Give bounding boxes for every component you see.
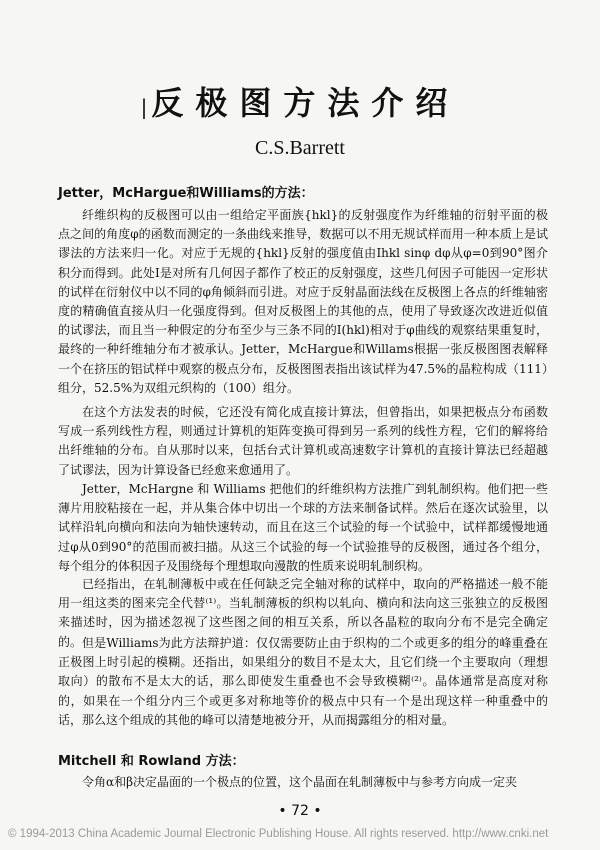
page-number: • 72 • <box>278 803 322 819</box>
title-margin-mark: | <box>140 95 148 119</box>
paragraph-5: 但是Williams为此方法辩护道：仅仅需要防止由于织构的二个或更多的组分的峰重叠在正极图上时引起的模糊。还指出，如果组分的数目不是太大，且它们绕一个主要取向（理想取向）的散布不是太大的话，那么即使发生重叠也不会导致模糊⁽²⁾。晶体通常是高度对称的，如果在一个组分内三个或更多对称地等价的极点中只有一个是出现这样一种重叠中的话，那么这个组成的其他的峰可以清楚地被分开，从而揭露组分的相对量。 <box>58 636 548 727</box>
paragraph-6: 令角α和β决定晶面的一个极点的位置，这个晶面在轧制薄板中与参考方向成一定夹 <box>82 775 518 789</box>
title-text: 反极图方法介绍 <box>151 84 460 122</box>
article-title <box>0 78 600 124</box>
author-name: C.S.Barrett <box>255 137 345 159</box>
copyright-footer: © 1994-2013 China Academic Journal Electronic Publishing House. All rights reserved. http://www.cnki.net <box>8 828 549 840</box>
paragraph-2: 在这个方法发表的时候，它还没有简化成直接计算法，但曾指出，如果把极点分布函数写成一系列线性方程，则通过计算机的矩阵变换可得到另一系列的线性方程，它们的解将给出纤维轴的分布。自从那时以来，包括台式计算机或高速数字计算机的直接计算法已经超越了试谬法，因为计算设备已经愈来愈通用了。 <box>58 405 548 477</box>
paragraph-4: 已经指出，在轧制薄板中或在任何缺乏完全轴对称的试样中，取向的严格描述一般不能用一组这类的图来完全代替⁽¹⁾。当轧制薄板的织构以轧向、横向和法向这三张独立的反极图来描述时，因为描述忽视了这些图之间的相互关系，所以各晶粒的取向分布不是完全确定的。 <box>58 577 548 649</box>
paragraph-3: Jetter，McHargne 和 Williams 把他们的纤维织构方法推广到轧制织构。他们把一些薄片用胶粘接在一起，并从集合体中切出一个球的方法来制备试样。然后在逐次试验里，以试样沿轧向横向和法向为轴快速转动，而且在这三个试验的每一个试验中，试样都缓慢地通过φ从0到90°的范围而被扫描。从这三个试验的每一个试验推导的反极图，通过各个组分，每个组分的体积因子及围绕每个理想取向漫散的性质来说明轧制织构。 <box>58 482 548 573</box>
section-heading-jetter: Jetter，McHargue和Williams的方法： <box>58 186 314 201</box>
paragraph-1: 纤维织构的反极图可以由一组给定平面族{hkl}的反射强度作为纤维轴的衍射平面的极点之间的角度φ的函数而测定的一条曲线来推导，数据可以不用无规试样而用一种本质上是试谬法的方法来归一化。对应于无规的{hkl}反射的强度值由Ihkl sinφ dφ从φ=0到90°图介积分而得到。此处I是对所有几何因子都作了校正的反射强度，这些几何因子可能因一定形状的试样在衍射仪中以不同的φ角倾斜而引进。对应于反射晶面法线在反极图上各点的纤维轴密度的精确值直接从归一化强度得到。但对反极图上的其他的点，使用了导致逐次改进近似值的试谬法，而且当一种假定的分布至少与三条不同的I(hkl)相对于φ曲线的观察结果重复时，最终的一种纤维轴分布才被承认。Jetter，McHargue和Willams根据一张反极图图表解释一个在挤压的铝试样中观察的极点分布，反极图图表指出该试样为47.5%的晶粒构成（111）组分，52.5%为双组元织构的（100）组分。 <box>58 208 548 395</box>
section-heading-mitchell: Mitchell 和 Rowland 方法： <box>58 754 245 769</box>
